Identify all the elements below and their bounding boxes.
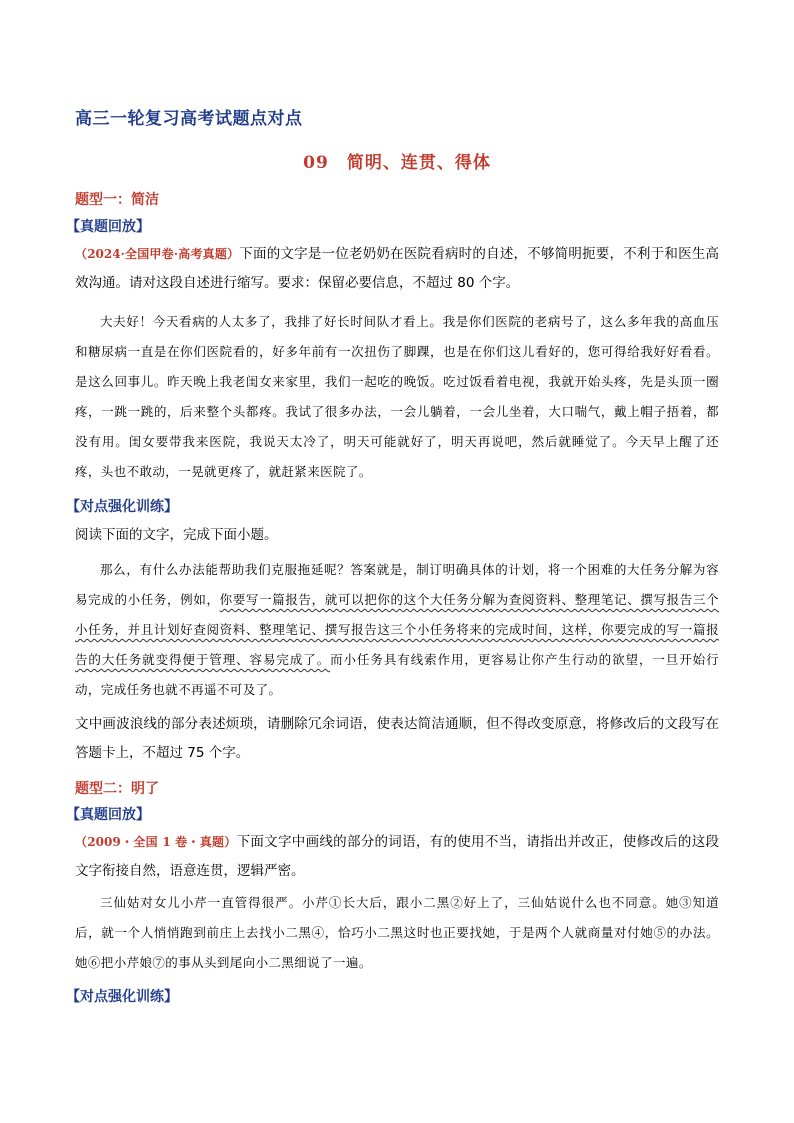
section2-heading: 题型二：明了 bbox=[75, 781, 159, 797]
section1-heading: 题型一：简洁 bbox=[75, 192, 159, 208]
section1-task: 文中画波浪线的部分表述烦琐，请删除冗余词语，使表达简洁通顺，但不得改变原意，将修改后的文段写在答题卡上，不超过 75 个字。 bbox=[75, 716, 719, 761]
section2-passage: 三仙姑对女儿小芹一直管得很严。小芹①长大后，跟小二黑②好上了，三仙姑说什么也不同意。她③知道后，就一个人悄悄跑到前庄上去找小二黑④，恰巧小二黑这时也正要找她，于是两个人就商量对付她⑤的办法。她⑥把小芹娘⑦的事从头到尾向小二黑细说了一遍。 bbox=[75, 895, 719, 970]
section1-question-source: （2024·全国甲卷·高考真题） bbox=[75, 247, 240, 261]
section1-question bbox=[75, 240, 719, 297]
section2-question-source: （2009・全国 1 卷・真题） bbox=[75, 835, 237, 849]
training-passage-before: 那么，有什么办法能帮助我们克服拖延呢？答案就是，制订明确具体的计划，将一个困难的大任务分解为容易完成的小任务，例如， bbox=[75, 562, 719, 607]
section1-training-passage bbox=[75, 555, 719, 705]
training-passage-wavy: 你要写一篇报告，就可以把你的这个大任务分解为查阅资料、整理笔记、撰写报告三个小任务，并且计划好查阅资料、整理笔记、撰写报告这三个小任务将来的完成时间，这样，你要完成的写一篇报告的大任务就变得便于管理、容易完成了。 bbox=[75, 592, 720, 667]
main-title: 09 简明、连贯、得体 bbox=[303, 153, 491, 173]
section2-question-text: 下面文字中画线的部分的词语，有的使用不当，请指出并改正，使修改后的这段文字衔接自然，语意连贯，逻辑严密。 bbox=[75, 834, 720, 879]
section2-review-label: 【真题回放】 bbox=[66, 807, 150, 823]
section1-passage: 大夫好！今天看病的人太多了，我排了好长时间队才看上。我是你们医院的老病号了，这么多年我的高血压和糖尿病一直是在你们医院看的，好多年前有一次扭伤了脚踝，也是在你们这儿看好的，您可得给我好好看看。是这么回事儿。昨天晚上我老闺女来家里，我们一起吃的晚饭。吃过饭看着电视，我就开始头疼，先是头顶一圈疼，一跳一跳的，后来整个头都疼。我试了很多办法，一会儿躺着，一会儿坐着，大口喘气，戴上帽子捂着，都没有用。闺女要带我来医院，我说天太冷了，明天可能就好了，明天再说吧，然后就睡觉了。今天早上醒了还疼，头也不敢动，一晃就更疼了，就赶紧来医院了。 bbox=[75, 314, 719, 479]
section1-training-label: 【对点强化训练】 bbox=[66, 499, 178, 515]
training-passage-after: 而小任务具有线索作用，更容易让你产生行动的欲望，一旦开始行动，完成任务也就不再遥不可及了。 bbox=[75, 652, 719, 697]
course-title: 高三一轮复习高考试题点对点 bbox=[75, 109, 303, 129]
section1-review-label: 【真题回放】 bbox=[66, 219, 150, 235]
section1-question-text: 下面的文字是一位老奶奶在医院看病时的自述，不够简明扼要，不利于和医生高效沟通。请对这段自述进行缩写。要求：保留必要信息，不超过 80 个字。 bbox=[75, 246, 719, 291]
section2-question bbox=[75, 828, 719, 885]
section1-instruction: 阅读下面的文字，完成下面小题。 bbox=[75, 527, 278, 543]
section2-training-label: 【对点强化训练】 bbox=[66, 989, 178, 1005]
